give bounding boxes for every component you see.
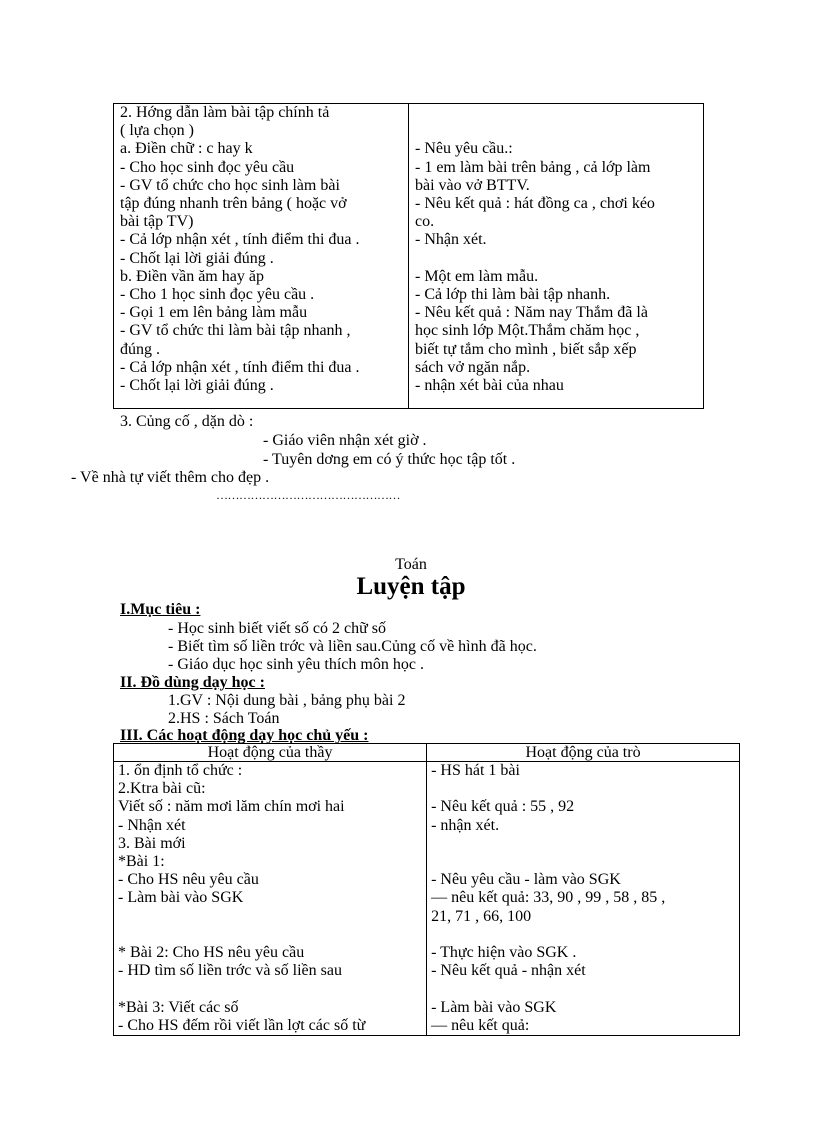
cell-line: *Bài 1: — [118, 853, 165, 871]
cell-line: 2. Hớng dẫn làm bài tập chính tả — [120, 104, 330, 121]
cell-line: - Làm bài vào SGK — [431, 998, 557, 1016]
cell-line: 1. ổn định tổ chức : — [118, 762, 243, 779]
cell-line — [118, 926, 426, 944]
cell-line — [415, 122, 703, 140]
cell-line — [431, 853, 739, 871]
cell-line: tập đúng nhanh trên bảng ( hoặc vở — [120, 195, 347, 213]
cell-line: - GV tổ chức cho học sinh làm bài — [120, 176, 340, 194]
closing-item: - Tuyên dơng em có ý thức học tập tốt . — [263, 451, 516, 468]
subject-label: Toán — [395, 556, 427, 573]
cell-line: - Nêu yêu cầu - làm vào SGK — [431, 871, 621, 889]
cell-line: *Bài 3: Viết các số — [118, 998, 239, 1016]
material-item: 1.GV : Nội dung bài , bảng phụ bài 2 — [168, 692, 406, 709]
cell-line: 2.Ktra bài cũ: — [118, 780, 206, 798]
cell-line: a. Điền chữ : c hay k — [120, 140, 253, 158]
column-header: Hoạt động của thầy — [114, 744, 427, 762]
cell-line: - 1 em làm bài trên bảng , cả lớp làm — [414, 158, 651, 176]
cell-line: - Cho HS nêu yêu cầu — [118, 871, 259, 889]
cell-line: bài tập TV) — [120, 213, 194, 231]
lesson-title: Luyện tập — [356, 573, 466, 600]
cell-line: - Một em làm mẫu. — [414, 267, 539, 285]
column-header: Hoạt động của trò — [427, 744, 740, 762]
cell-line: - nhận xét bài của nhau — [414, 377, 564, 394]
cell-line — [431, 980, 739, 998]
cell-line: - Nêu kết quả : hát đồng ca , chơi kéo — [414, 194, 655, 212]
goal-item: - Học sinh biết viết số có 2 chữ số — [168, 620, 386, 637]
student-activity-cell — [427, 762, 740, 1036]
cell-line: - Cả lớp nhận xét , tính điểm thi đua . — [120, 358, 360, 376]
activities-table — [113, 743, 740, 1036]
cell-line: 21, 71 , 66, 100 — [431, 907, 532, 925]
cell-line: - HS hát 1 bài — [431, 762, 520, 779]
cell-line — [431, 780, 739, 798]
cell-line — [118, 980, 426, 998]
cell-line — [415, 250, 703, 268]
cell-line: - Gọi 1 em lên bảng làm mẫu — [120, 304, 308, 322]
dotted-separator: ………………………………………… — [216, 488, 400, 502]
cell-line: - nhận xét. — [431, 816, 500, 834]
cell-line: - Nhận xét. — [414, 231, 487, 249]
cell-line: - Chốt lại lời giải đúng . — [120, 249, 274, 267]
cell-line: co. — [414, 213, 435, 231]
goal-item: - Biết tìm số liền trớc và liền sau.Củng cố về hình đã học. — [168, 638, 537, 655]
teacher-activity-cell — [114, 104, 409, 409]
cell-line: - Nêu kết quả : 55 , 92 — [431, 798, 575, 816]
cell-line: - Nêu kết quả : Năm nay Thắm đã là — [414, 304, 648, 322]
cell-line: đúng . — [120, 340, 160, 358]
cell-line: - Cho 1 học sinh đọc yêu cầu . — [120, 286, 315, 304]
cell-line: - HD tìm số liền trớc và số liền sau — [118, 962, 342, 980]
cell-line: - Nhận xét — [118, 816, 186, 834]
cell-line: biết tự tắm cho mình , biết sắp xếp — [414, 340, 637, 358]
cell-line: sách vở ngăn nắp. — [414, 358, 531, 376]
closing-item: - Về nhà tự viết thêm cho đẹp . — [71, 469, 270, 486]
goal-item: - Giáo dục học sinh yêu thích môn học . — [168, 656, 424, 673]
cell-line — [431, 835, 739, 853]
cell-line: - Cho học sinh đọc yêu cầu — [120, 158, 295, 176]
cell-line — [415, 104, 703, 122]
cell-line: * Bài 2: Cho HS nêu yêu cầu — [118, 944, 305, 961]
student-activity-cell — [408, 104, 703, 409]
cell-line: - Chốt lại lời giải đúng . — [120, 377, 274, 395]
cell-line: b. Điền vần ăm hay ăp — [120, 267, 264, 285]
cell-line: - GV tổ chức thi làm bài tập nhanh , — [120, 322, 351, 340]
cell-line: - Cả lớp nhận xét , tính điểm thi đua . — [120, 231, 360, 249]
cell-line — [118, 908, 426, 926]
cell-line: ( lựa chọn ) — [120, 122, 194, 140]
material-item: 2.HS : Sách Toán — [168, 710, 280, 727]
section-heading: I.Mục tiêu : — [120, 601, 201, 618]
cell-line: học sinh lớp Một.Thắm chăm học , — [414, 322, 640, 340]
teacher-activity-cell — [114, 762, 427, 1036]
cell-line: — nêu kết quả: — [431, 1016, 530, 1034]
cell-line: - Nêu yêu cầu.: — [414, 140, 513, 158]
section-heading: III. Các hoạt động dạy học chủ yếu : — [120, 727, 369, 744]
cell-line: - Cả lớp thi làm bài tập nhanh. — [414, 285, 611, 303]
closing-heading: 3. Củng cố , dặn dò : — [120, 413, 254, 430]
closing-item: - Giáo viên nhận xét giờ . — [263, 432, 427, 449]
exercise-table — [113, 103, 704, 409]
cell-line: - Cho HS đếm rồi viết lần lợt các số từ — [118, 1016, 366, 1034]
cell-line: - Thực hiện vào SGK . — [431, 943, 577, 961]
cell-line: 3. Bài mới — [118, 834, 186, 852]
cell-line: bài vào vở BTTV. — [414, 176, 530, 194]
cell-line: Viết số : năm mơi lăm chín mơi hai — [118, 798, 345, 816]
section-heading: II. Đồ dùng dạy học : — [120, 674, 265, 691]
cell-line — [431, 926, 739, 944]
cell-line: — nêu kết quả: 33, 90 , 99 , 58 , 85 , — [431, 889, 666, 907]
cell-line: - Làm bài vào SGK — [118, 889, 244, 907]
cell-line: - Nêu kết quả - nhận xét — [431, 962, 586, 980]
